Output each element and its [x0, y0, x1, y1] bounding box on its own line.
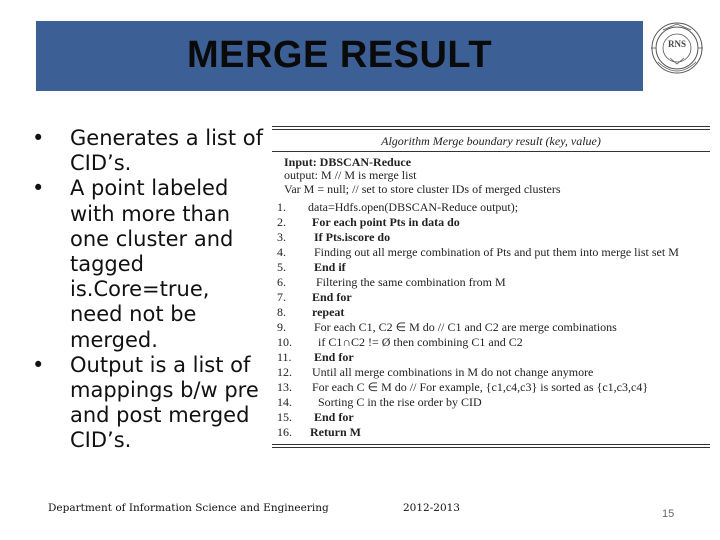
line-number: 2. — [277, 215, 286, 229]
algorithm-step — [272, 215, 710, 230]
algorithm-step — [272, 230, 710, 245]
top-rule-double — [272, 129, 710, 130]
bottom-rule — [272, 444, 710, 445]
algorithm-step — [272, 350, 710, 365]
line-code: Finding out all merge combination of Pts and put them into merge list set M — [314, 245, 679, 259]
line-number: 16. — [277, 425, 292, 439]
line-number: 13. — [277, 380, 292, 394]
bullet-text: Generates a list of CID’s. — [70, 126, 263, 176]
bullet-marker-icon: • — [32, 126, 45, 150]
bullet-text: A point labeled with more than one cluster and tagged is.Core=true, need not be merged. — [70, 176, 234, 352]
line-number: 14. — [277, 395, 292, 409]
line-code: repeat — [312, 305, 345, 319]
algorithm-step — [272, 395, 710, 410]
bullet-item — [28, 353, 268, 454]
line-code: For each C ∈ M do // For example, {c1,c4,c3} is sorted as {c1,c3,c4} — [312, 380, 649, 394]
algorithm-title: Algorithm Merge boundary result (key, value) — [381, 134, 601, 148]
algorithm-step — [272, 365, 710, 380]
bullet-text: Output is a list of mappings b/w pre and post merged CID’s. — [70, 352, 259, 453]
institution-logo — [648, 18, 706, 84]
line-number: 12. — [277, 365, 292, 379]
algorithm-step — [272, 290, 710, 305]
footer-year: 2012-2013 — [403, 502, 460, 514]
algorithm-step — [272, 245, 710, 260]
bullet-marker-icon: • — [32, 176, 45, 201]
bullet-item — [28, 126, 268, 176]
line-number: 9. — [277, 320, 286, 334]
algorithm-output: output: M // M is merge list — [284, 168, 417, 182]
line-code: For each C1, C2 ∈ M do // C1 and C2 are merge combinations — [314, 320, 617, 334]
algorithm-step — [272, 335, 710, 350]
line-code: For each point Pts in data do — [312, 215, 460, 229]
algorithm-step — [272, 200, 710, 215]
algorithm-step — [272, 320, 710, 335]
line-code: End for — [314, 410, 354, 424]
line-number: 4. — [277, 245, 286, 259]
bullet-item — [28, 176, 268, 352]
line-number: 7. — [277, 290, 286, 304]
algorithm-step — [272, 380, 710, 395]
logo-text: RNS — [667, 39, 687, 49]
title-rule — [272, 151, 710, 152]
page-number: 15 — [662, 508, 675, 520]
algorithm-step — [272, 260, 710, 275]
algorithm-var: Var M = null; // set to store cluster IDs of merged clusters — [284, 182, 561, 196]
algorithm-step — [272, 410, 710, 425]
line-code: Sorting C in the rise order by CID — [318, 395, 482, 409]
top-rule — [272, 126, 710, 127]
line-number: 10. — [277, 335, 292, 349]
line-code: Until all merge combinations in M do not change anymore — [312, 365, 594, 379]
line-number: 8. — [277, 305, 286, 319]
line-number: 5. — [277, 260, 286, 274]
title-bar — [36, 21, 643, 91]
line-number: 6. — [277, 275, 286, 289]
slide-title: MERGE RESULT — [186, 34, 493, 76]
algorithm-step — [272, 305, 710, 320]
algorithm-step — [272, 275, 710, 290]
algorithm-step — [272, 425, 710, 440]
line-code: if C1∩C2 != Ø then combining C1 and C2 — [318, 335, 523, 349]
footer-department: Department of Information Science and Engineering — [48, 502, 329, 514]
bottom-rule-double — [272, 447, 710, 448]
line-number: 3. — [277, 230, 286, 244]
algorithm-box — [272, 124, 710, 454]
line-number: 15. — [277, 410, 292, 424]
line-number: 1. — [277, 200, 286, 214]
line-code: End for — [314, 350, 354, 364]
line-code: If Pts.iscore do — [314, 230, 391, 244]
line-code: Filtering the same combination from M — [316, 275, 506, 289]
line-code: End for — [312, 290, 352, 304]
bullet-marker-icon: • — [32, 352, 45, 377]
line-code: Return M — [310, 425, 361, 439]
algorithm-input: Input: DBSCAN-Reduce — [284, 155, 412, 169]
line-code: End if — [314, 260, 346, 274]
bullet-list — [28, 126, 268, 454]
line-number: 11. — [277, 350, 292, 364]
line-code: data=Hdfs.open(DBSCAN-Reduce output); — [308, 200, 519, 214]
